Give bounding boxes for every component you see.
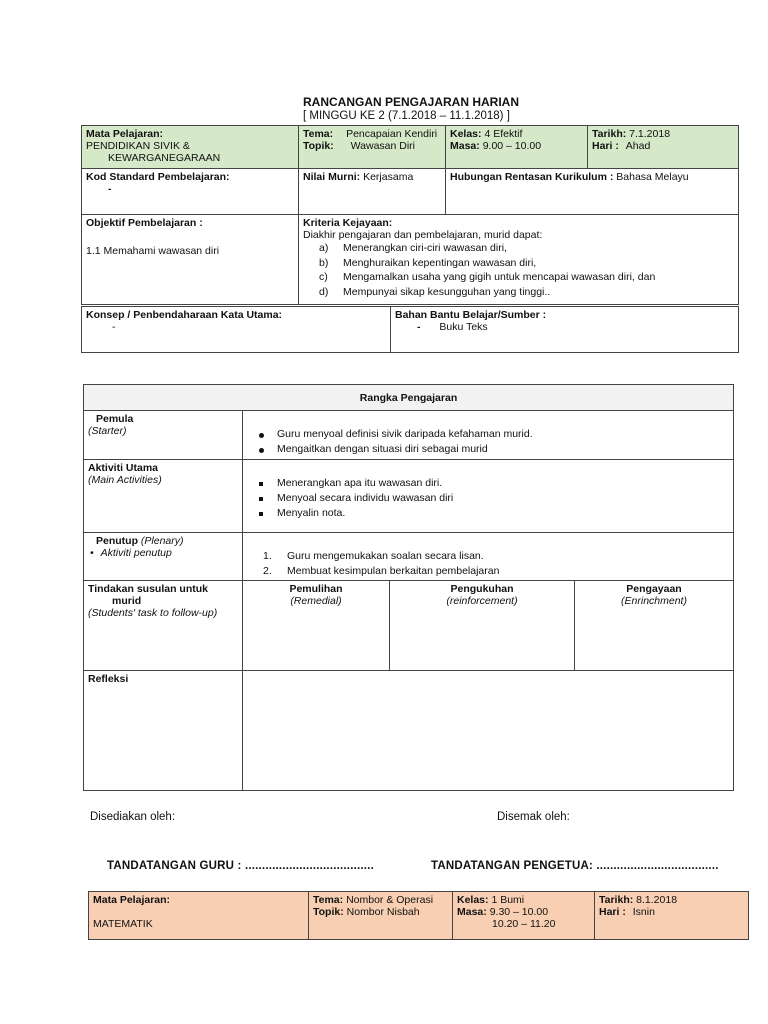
objektif-label: Objektif Pembelajaran : [86,217,203,229]
bahan-value: Buku Teks [439,321,488,333]
lesson-info-table [81,125,739,305]
masa-value-2: 9.30 – 10.00 [489,906,549,918]
tandatangan-pengetua: TANDATANGAN PENGETUA: .................................... [431,860,719,872]
topik-value-2: Nombor Nisbah [346,906,420,918]
aktiviti-list [247,476,729,521]
pengayaan-cell [575,581,734,671]
nilai-label: Nilai Murni: [303,171,361,183]
topik-label-2: Topik: [313,906,344,918]
objektif-value: 1.1 Memahami wawasan diri [86,245,220,257]
tema-label: Tema: [303,128,334,140]
konsep-label: Konsep / Penbendaharaan Kata Utama: [86,309,283,321]
pemulihan-cell [243,581,390,671]
kriteria-intro: Diakhir pengajaran dan pembelajaran, murid dapat: [303,229,543,241]
list-item: 1. Guru mengemukakan soalan secara lisan. [263,550,484,562]
list-item: Menyoal secara individu wawasan diri [247,491,729,506]
tandatangan-guru: TANDATANGAN GURU : ...................................... [107,860,374,872]
kod-standard-cell [82,169,299,215]
tarikh-hari-cell-2 [595,892,749,940]
pemulihan-label: Pemulihan [289,583,343,595]
pemula-label: Pemula [96,413,134,425]
masa-label: Masa: [450,140,480,152]
week-range: [ MINGGU KE 2 (7.1.2018 – 11.1.2018) ] [303,110,510,122]
tema-topik-cell [299,126,446,169]
nilai-murni-cell [299,169,446,215]
hubungan-value: Bahasa Melayu [616,171,689,183]
refleksi-cell [84,671,243,791]
topik-label: Topik: [303,140,334,152]
hubungan-label: Hubungan Rentasan Kurikulum : [450,171,614,183]
penutup-list [247,549,729,578]
pengayaan-label: Pengayaan [626,583,682,595]
list-item: 2. Membuat kesimpulan berkaitan pembelajaran [263,564,500,577]
nilai-value: Kerjasama [363,171,414,183]
kelas-label-2: Kelas: [457,894,489,906]
subject-label-2: Mata Pelajaran: [93,894,171,906]
pengukuhan-label: Pengukuhan [450,583,514,595]
bahan-dash: - [417,321,421,333]
list-item: Guru menyoal definisi sivik daripada kefahaman murid. [247,427,729,442]
penutup-cell [84,533,243,581]
pengayaan-sub: (Enrinchment) [621,595,687,607]
tarikh-hari-cell [588,126,739,169]
konsep-bahan-table [81,306,739,353]
list-item: Menerangkan apa itu wawasan diri. [247,476,729,491]
list-item: c) Mengamalkan usaha yang gigih untuk mencapai wawasan diri, dan [319,271,656,283]
subject-line1: PENDIDIKAN SIVIK & [86,140,190,152]
subject-cell [82,126,299,169]
pemula-cell [84,411,243,460]
disemak-label: Disemak oleh: [497,811,570,823]
tindakan-sub: (Students' task to follow-up) [88,607,218,619]
bullet-icon: • [90,547,94,559]
pemula-list [247,427,729,457]
subject-label: Mata Pelajaran: [86,128,164,140]
aktiviti-sub: (Main Activities) [88,474,162,486]
list-item: Mengaitkan dengan situasi diri sebagai murid [247,442,729,457]
masa-label-2: Masa: [457,906,487,918]
tema-value-2: Nombor & Operasi [346,894,434,906]
aktiviti-cell [84,460,243,533]
penutup-bullet: Aktiviti penutup [100,547,172,559]
kelas-value: 4 Efektif [484,128,523,140]
bahan-cell [391,307,739,353]
hari-label-2: Hari : [599,906,626,918]
konsep-cell [82,307,391,353]
tema-label-2: Tema: [313,894,344,906]
rangka-title: Rangka Pengajaran [84,385,734,411]
penutup-content [243,533,734,581]
pemula-content [243,411,734,460]
tindakan-label2: murid [112,595,142,607]
kelas-value-2: 1 Bumi [491,894,525,906]
refleksi-label: Refleksi [88,673,129,685]
list-item: Menyalin nota. [247,506,729,521]
lesson-info-table-2 [88,891,749,940]
topik-value: Wawasan Diri [350,140,416,152]
tema-value: Pencapaian Kendiri [346,128,438,140]
tema-topik-cell-2 [309,892,453,940]
hari-value-2: Isnin [632,906,655,918]
kelas-masa-cell-2 [453,892,595,940]
masa-value-2b: 10.20 – 11.20 [492,918,556,930]
subject-cell-2 [89,892,309,940]
refleksi-content [243,671,734,791]
pemulihan-sub: (Remedial) [290,595,342,607]
tarikh-label: Tarikh: [592,128,627,140]
list-item: b) Menghuraikan kepentingan wawasan diri, [319,256,537,269]
list-item: d) Mempunyai sikap kesungguhan yang tinggi.. [319,285,551,298]
kod-label: Kod Standard Pembelajaran: [86,171,230,183]
penutup-label: Penutup [96,535,138,547]
pengukuhan-cell [390,581,575,671]
tarikh-value: 7.1.2018 [629,128,671,140]
hubungan-cell [446,169,739,215]
kriteria-cell [299,215,739,305]
subject-line2: KEWARGANEGARAAN [108,152,221,164]
hari-value: Ahad [625,140,651,152]
konsep-value: - [112,321,116,333]
subject-value-2: MATEMATIK [93,918,153,930]
tindakan-label: Tindakan susulan untuk [88,583,208,595]
list-item: a) Menerangkan ciri-ciri wawasan diri, [319,242,507,254]
kelas-label: Kelas: [450,128,482,140]
pengukuhan-sub: (reinforcement) [446,595,518,607]
page-title: RANCANGAN PENGAJARAN HARIAN [303,95,520,109]
objektif-cell [82,215,299,305]
disediakan-label: Disediakan oleh: [90,811,176,823]
kriteria-list [303,241,734,299]
tindakan-cell [84,581,243,671]
hari-label: Hari : [592,140,619,152]
tarikh-value-2: 8.1.2018 [636,894,678,906]
rangka-table [83,384,734,791]
kriteria-label: Kriteria Kejayaan: [303,217,393,229]
penutup-sub: (Plenary) [140,535,184,547]
kod-value: - [108,183,112,195]
aktiviti-content [243,460,734,533]
pemula-sub: (Starter) [88,425,127,437]
kelas-masa-cell [446,126,588,169]
bahan-label: Bahan Bantu Belajar/Sumber : [395,309,547,321]
aktiviti-label: Aktiviti Utama [88,462,159,474]
masa-value: 9.00 – 10.00 [482,140,542,152]
tarikh-label-2: Tarikh: [599,894,634,906]
